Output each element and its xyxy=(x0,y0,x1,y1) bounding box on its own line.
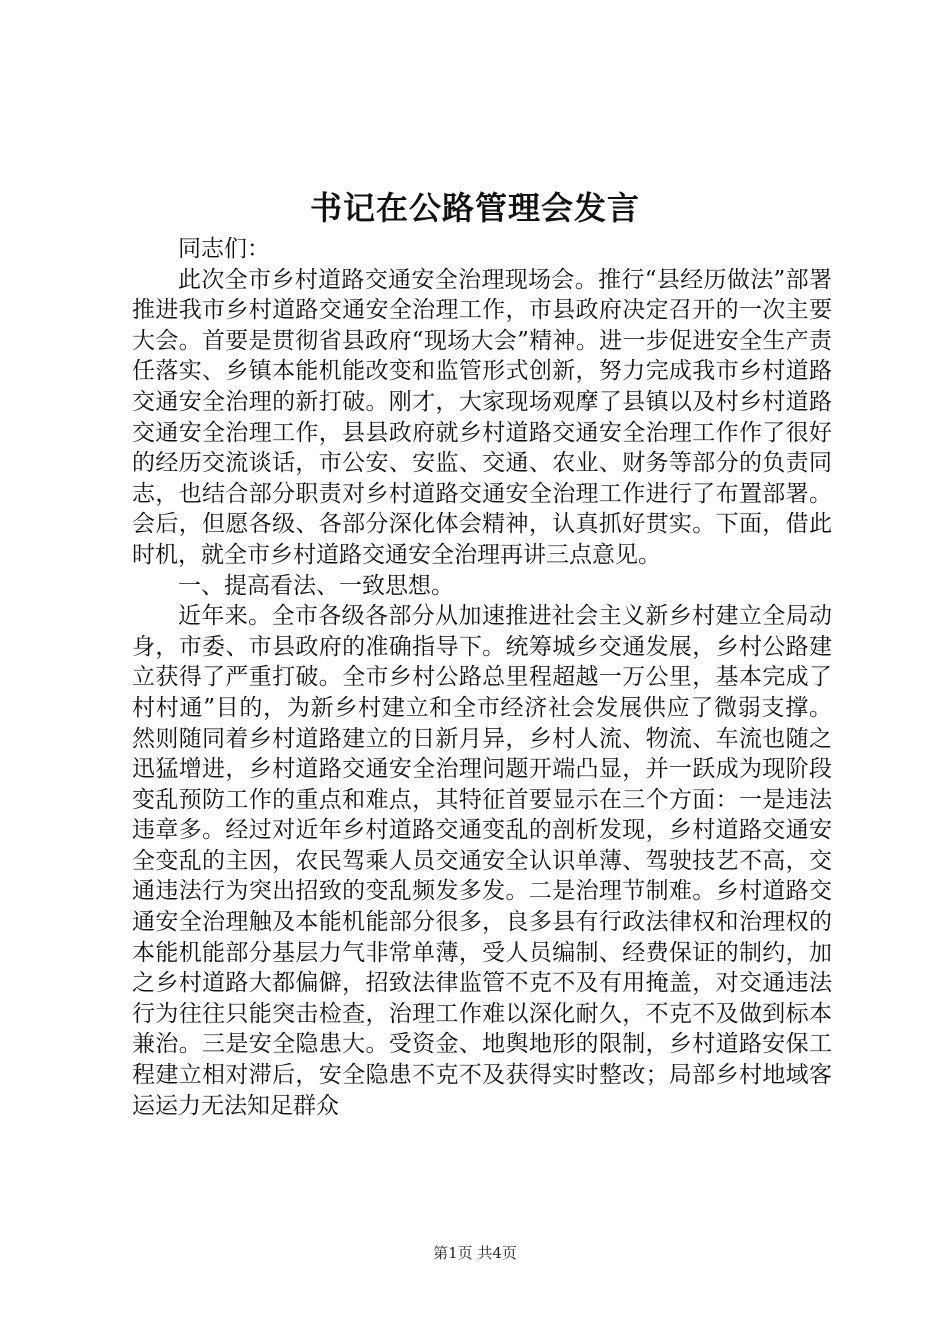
body-paragraph: 近年来。全市各级各部分从加速推进社会主义新乡村建立全局动身，市委、市县政府的准确指导下。统筹城乡交通发展，乡村公路建立获得了严重打破。全市乡村公路总里程超越一万公里，基本完成了村村通”目的，为新乡村建立和全市经济社会发展供应了微弱支撑。然则随同着乡村道路建立的日新月异，乡村人流、物流、车流也随之迅猛增进，乡村道路交通安全治理问题开端凸显，并一跃成为现阶段变乱预防工作的重点和难点，其特征首要显示在三个方面：一是违法违章多。经过对近年乡村道路交通变乱的剖析发现，乡村道路交通安全变乱的主因，农民驾乘人员交通安全认识单薄、驾驶技艺不高，交通违法行为突出招致的变乱频发多发。二是治理节制难。乡村道路交通安全治理触及本能机能部分很多，良多县有行政法律权和治理权的本能机能部分基层力气非常单薄，受人员编制、经费保证的制约，加之乡村道路大都偏僻，招致法律监管不克不及有用掩盖，对交通违法行为往往只能突击检查，治理工作难以深化耐久，不克不及做到标本兼治。三是安全隐患大。受资金、地舆地形的限制，乡村道路安保工程建立相对滞后，安全隐患不克不及获得实时整改；局部乡村地域客运运力无法知足群众 xyxy=(132,603,832,1119)
section-heading: 一、提高看法、一致思想。 xyxy=(178,572,454,599)
intro-paragraph: 此次全市乡村道路交通安全治理现场会。推行“县经历做法”部署推进我市乡村道路交通安全治理工作，市县政府决定召开的一次主要大会。首要是贯彻省县政府“现场大会”精神。进一步促进安全生产责任落实、乡镇本能机能改变和监管形式创新，努力完成我市乡村道路交通安全治理的新打破。刚才，大家现场观摩了县镇以及村乡村道路交通安全治理工作，县县政府就乡村道路交通安全治理工作作了很好的经历交流谈话，市公安、安监、交通、农业、财务等部分的负责同志，也结合部分职责对乡村道路交通安全治理工作进行了布置部署。会后，但愿各级、各部分深化体会精神，认真抓好贯实。下面，借此时机，就全市乡村道路交通安全治理再讲三点意见。 xyxy=(132,266,832,568)
page-number-footer: 第1页 共4页 xyxy=(433,1244,517,1262)
document-title: 书记在公路管理会发言 xyxy=(309,189,640,227)
document-body xyxy=(132,234,832,1121)
salutation-paragraph: 同志们： xyxy=(178,236,270,262)
